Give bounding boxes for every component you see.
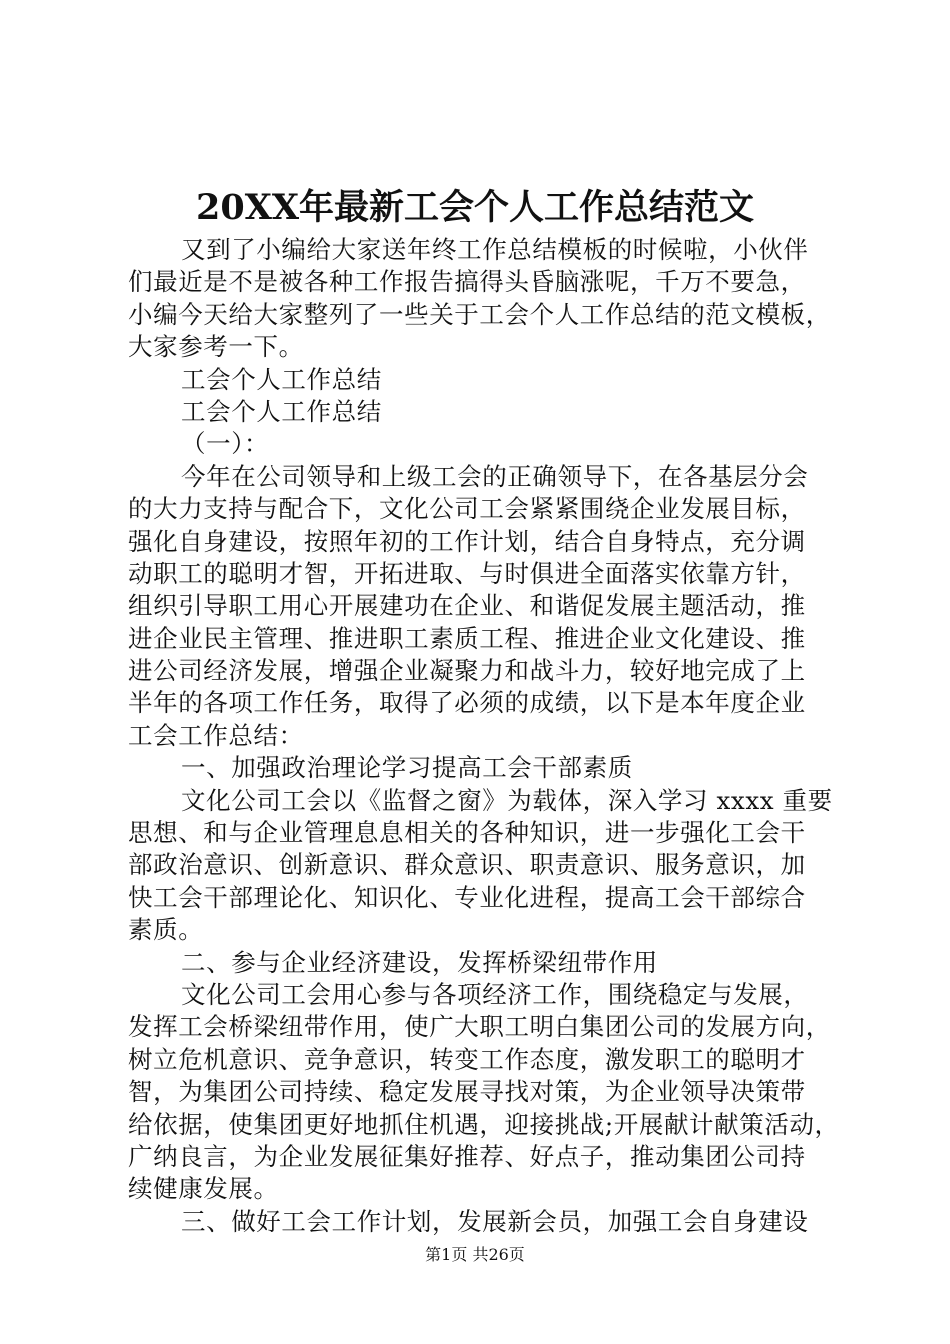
section-heading: 工会个人工作总结 <box>181 396 382 426</box>
text-line: 发挥工会桥梁纽带作用，使广大职工明白集团公司的发展方向， <box>128 1012 831 1042</box>
section-heading: 一、加强政治理论学习提高工会干部素质 <box>181 753 633 783</box>
document-body <box>128 234 840 1238</box>
text-line: 强化自身建设，按照年初的工作计划，结合自身特点，充分调 <box>128 526 806 556</box>
page-number: 第1页 共26页 <box>425 1245 525 1264</box>
text-line: 智，为集团公司持续、稳定发展寻找对策，为企业领导决策带 <box>128 1077 806 1107</box>
text-line: 快工会干部理论化、知识化、专业化进程，提高工会干部综合 <box>128 882 806 912</box>
document-title: 20XX年最新工会个人工作总结范文 <box>195 187 755 228</box>
text-line: 动职工的聪明才智，开拓进取、与时俱进全面落实依靠方针， <box>128 558 806 588</box>
text-line: 今年在公司领导和上级工会的正确领导下，在各基层分会 <box>181 461 809 491</box>
section-heading: 工会个人工作总结 <box>181 364 382 394</box>
text-line: 续健康发展。 <box>128 1174 279 1204</box>
text-line: 组织引导职工用心开展建功在企业、和谐促发展主题活动，推 <box>128 591 806 621</box>
text-line: 思想、和与企业管理息息相关的各种知识，进一步强化工会干 <box>128 818 806 848</box>
text-line: 部政治意识、创新意识、群众意识、职责意识、服务意识，加 <box>128 850 806 880</box>
text-line: 小编今天给大家整列了一些关于工会个人工作总结的范文模板， <box>128 299 831 329</box>
text-line: 大家参考一下。 <box>128 332 304 362</box>
text-line: 广纳良言，为企业发展征集好推荐、好点子，推动集团公司持 <box>128 1141 806 1171</box>
text-line: 给依据，使集团更好地抓住机遇，迎接挑战;开展献计献策活动， <box>128 1109 840 1139</box>
text-line: 工会工作总结： <box>128 720 304 750</box>
section-heading: 二、参与企业经济建设，发挥桥梁纽带作用 <box>181 947 658 977</box>
text-line: 素质。 <box>128 915 204 945</box>
text-line: 半年的各项工作任务，取得了必须的成绩，以下是本年度企业 <box>128 688 806 718</box>
section-heading: 三、做好工会工作计划，发展新会员，加强工会自身建设 <box>181 1206 809 1236</box>
text-line: 的大力支持与配合下，文化公司工会紧紧围绕企业发展目标， <box>128 494 806 524</box>
text-line: 文化公司工会用心参与各项经济工作，围绕稳定与发展， <box>181 979 809 1009</box>
text-line: 进公司经济发展，增强企业凝聚力和战斗力，较好地完成了上 <box>128 656 806 686</box>
text-line: 树立危机意识、竞争意识，转变工作态度，激发职工的聪明才 <box>128 1044 806 1074</box>
text-line: 进企业民主管理、推进职工素质工程、推进企业文化建设、推 <box>128 623 806 653</box>
section-marker: （一）： <box>181 429 270 459</box>
text-line: 又到了小编给大家送年终工作总结模板的时候啦，小伙伴 <box>181 235 809 264</box>
text-line: 文化公司工会以《监督之窗》为载体，深入学习 xxxx 重要 <box>181 785 833 815</box>
text-line: 们最近是不是被各种工作报告搞得头昏脑涨呢，千万不要急， <box>128 267 806 297</box>
